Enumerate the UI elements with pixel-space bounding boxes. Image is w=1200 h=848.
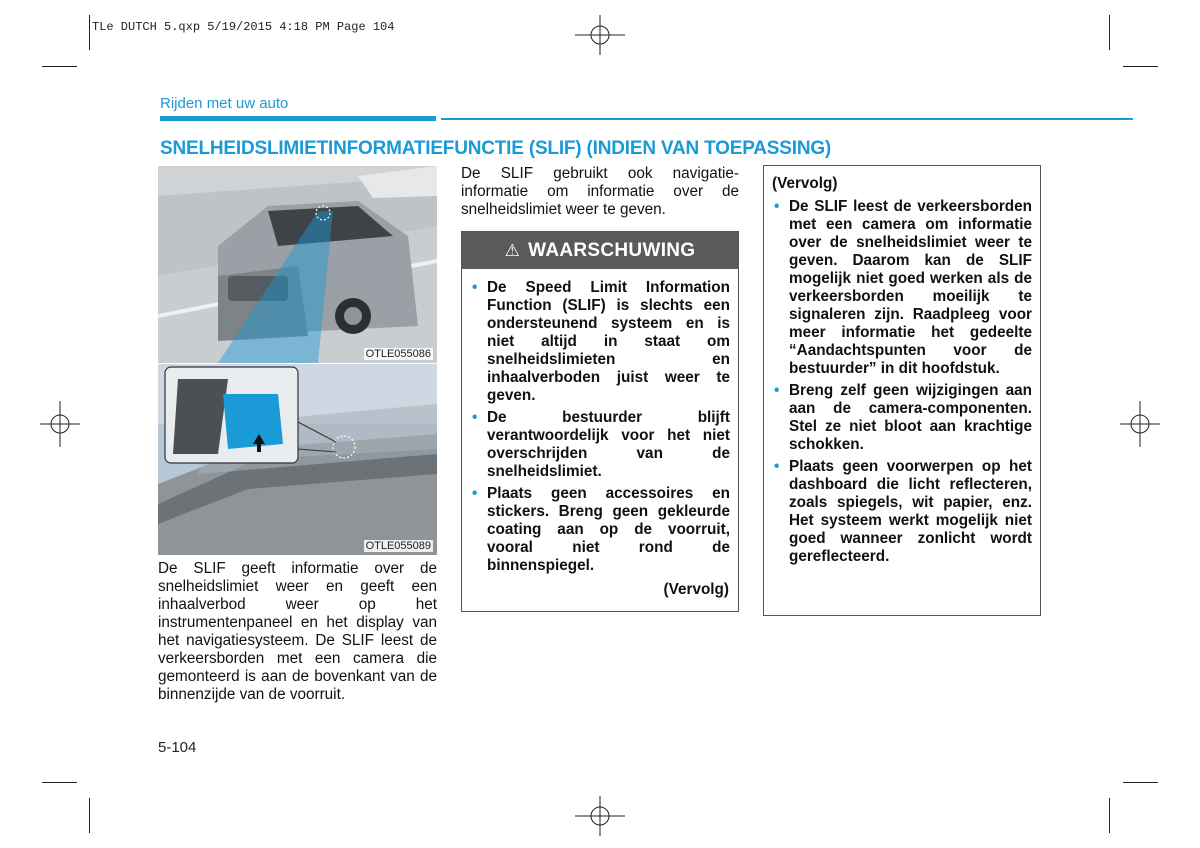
bullet-icon: • (774, 198, 780, 215)
registration-mark-icon (575, 15, 625, 55)
bullet-icon: • (774, 382, 780, 399)
bullet-icon: • (774, 458, 780, 475)
crop-mark (89, 798, 90, 833)
bullet-icon: • (472, 409, 478, 426)
registration-mark-icon (575, 796, 625, 836)
crop-mark (1123, 782, 1158, 783)
warning-heading: WAARSCHUWING (528, 239, 696, 261)
warning-triangle-icon: ⚠ (504, 240, 521, 260)
crop-mark (1109, 798, 1110, 833)
figure-label: OTLE055086 (365, 348, 431, 360)
warning-list (470, 279, 730, 579)
page-title: SNELHEIDSLIMIETINFORMATIEFUNCTIE (SLIF) (INDIEN VAN TOEPASSING) (160, 138, 832, 159)
car-illustration (158, 166, 437, 363)
registration-mark-icon (1120, 401, 1160, 447)
intro-paragraph: De SLIF geeft informatie over de snelheidslimiet weer en geeft een inhaalverbod weer op het instrumentenpaneel en het display van het navigatiesysteem. De SLIF leest de verkeersborden met een camera die gemonteerd is aan de bovenkant van de binnenzijde van de voorruit. (158, 560, 437, 703)
continued-heading: (Vervolg) (772, 175, 838, 192)
warning-header (462, 232, 738, 269)
list-item: • Plaats geen accessoires en stickers. Breng geen gekleurde coating aan op de voorruit, vooral niet rond de binnenspiegel. (472, 485, 730, 574)
list-item: • Breng zelf geen wijzigingen aan aan de camera-componenten. Stel ze niet bloot aan krachtige schokken. (774, 382, 1032, 453)
print-slug: TLe DUTCH 5.qxp 5/19/2015 4:18 PM Page 104 (92, 20, 395, 34)
figure-label: OTLE055089 (365, 540, 431, 552)
navigation-paragraph: De SLIF gebruikt ook navigatie-informatie om informatie over de snelheidslimiet weer te geven. (461, 165, 739, 218)
list-item: • De SLIF leest de verkeersborden met een camera om informatie over de snelheidslimiet weer te geven. Daarom kan de SLIF mogelijk niet goed werken als de verkeersborden moeilijk te signaleren zijn. Raadpleeg voor meer informatie het gedeelte “Aandachtspunten voor de bestuurder” in dit hoofdstuk. (774, 198, 1032, 377)
crop-mark (89, 15, 90, 50)
crop-mark (42, 782, 77, 783)
section-rule-thin (441, 118, 1133, 120)
continued-list (772, 198, 1032, 570)
registration-mark-icon (40, 401, 80, 447)
warning-box (461, 231, 739, 612)
continued-box (763, 165, 1041, 616)
bullet-icon: • (472, 485, 478, 502)
crop-mark (42, 66, 77, 67)
bullet-icon: • (472, 279, 478, 296)
crop-mark (1109, 15, 1110, 50)
list-item: • Plaats geen voorwerpen op het dashboard die licht reflecteren, zoals spiegels, wit papier, enz. Het systeem werkt mogelijk niet goed wanneer zonlicht wordt gereflecteerd. (774, 458, 1032, 565)
section-header: Rijden met uw auto (160, 95, 289, 112)
continued-label: (Vervolg) (663, 581, 729, 598)
list-item: • De Speed Limit Information Function (SLIF) is slechts een ondersteunend systeem en is niet altijd in staat om snelheidslimieten en inhaalverboden juist weer te geven. (472, 279, 730, 404)
crop-mark (1123, 66, 1158, 67)
list-item: • De bestuurder blijft verantwoordelijk voor het niet overschrijden van de snelheidslimiet. (472, 409, 730, 480)
section-rule-thick (160, 116, 436, 121)
figure-windshield-camera (158, 364, 437, 555)
figure-car-camera (158, 166, 437, 363)
windshield-illustration (158, 364, 437, 555)
page-number: 5-104 (158, 739, 197, 756)
